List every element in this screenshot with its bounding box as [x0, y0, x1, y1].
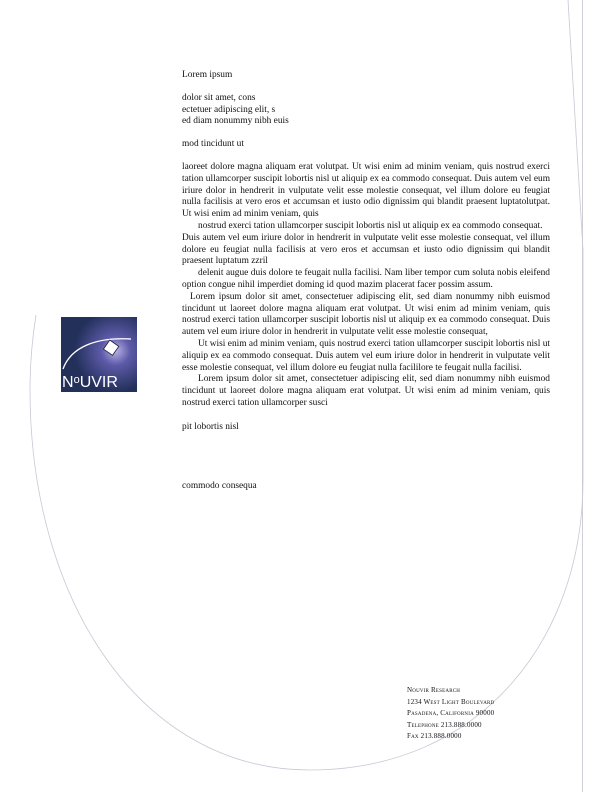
city-state: Pasadena, California 90000	[407, 709, 495, 717]
paragraph: Duis autem vel eum iriure dolor in hendrerit in vulputate velit esse molestie consequat, vel illum dolore eu feugiat nulla facilisis at vero eros et accumsan et iusto odio dignissim qui blandit praesent luptatum zzril	[182, 232, 550, 267]
company-name: Nouvir Research	[407, 686, 461, 694]
salutation: mod tincidunt ut	[182, 139, 244, 150]
recipient-address	[182, 93, 550, 128]
paragraph: nostrud exerci tation ullamcorper suscipit lobortis nisl ut aliquip ex ea commodo consequat.	[198, 220, 543, 231]
address-line: ed diam nonummy nibh euis	[182, 116, 289, 127]
paragraph: Lorem ipsum dolor sit amet, consectetuer adipiscing elit, sed diam nonummy nibh euismod tincidunt ut laoreet dolore magna aliquam erat volutpat. Ut wisi enim ad minim veniam, quis nostrud exerci tation ullamcorper susci	[182, 374, 550, 408]
address-line: dolor sit amet, cons	[182, 92, 256, 103]
signature: commodo consequa	[182, 480, 257, 491]
nouvir-logo	[61, 317, 137, 392]
letter-body	[182, 66, 550, 492]
telephone: Telephone 213.888.0000	[407, 720, 482, 729]
company-address-block	[407, 685, 567, 743]
paragraph: delenit augue duis dolore te feugait nulla facilisi. Nam liber tempor cum soluta nobis eleifend option congue nihil imperdiet doming id quod mazim placerat facer possim assum.	[182, 268, 550, 290]
page-edge-line	[582, 0, 583, 792]
closing: pit lobortis nisl	[182, 421, 239, 432]
greeting: Lorem ipsum	[182, 70, 233, 80]
paragraph: Ut wisi enim ad minim veniam, quis nostrud exerci tation ullamcorper suscipit lobortis nisl ut aliquip ex ea commodo consequat. Duis autem vel eum iriure dolor in hendrerit in vulputate velit esse molestie consequat, vel illum dolore eu feugiat nulla facililore te feugait nulla facilisi.	[182, 338, 550, 373]
paragraph: Lorem ipsum dolor sit amet, consectetuer adipiscing elit, sed diam nonummy nibh euismod tincidunt ut laoreet dolore magna aliquam erat volutpat. Ut wisi enim ad minim veniam, quis nostrud exerci tation ullamcorper suscipit lobortis nisl ut aliquip ex ea commodo consequat. Duis autem vel eum iriure dolor in hendrerit in vulputate velit esse molestie consequat,	[182, 291, 550, 338]
fax: Fax 213.888.0000	[407, 732, 462, 740]
address-line: ectetuer adipiscing elit, s	[182, 104, 276, 115]
paragraph: laoreet dolore magna aliquam erat volutpat. Ut wisi enim ad minim veniam, quis nostrud exerci tation ullamcorper suscipit lobortis nisl ut aliquip ex ea commodo consequat. Duis autem vel eum iriure dolor in hendrerit in vulputate velit esse molestie consequat, vel illum dolore eu feugiat nulla facilisis at vero eros et accumsan et iusto odio dignissim qui blandit praesent luptatolutpat. Ut wisi enim ad minim veniam, quis	[182, 161, 550, 220]
logo-wordmark: $N^oUVIR$	[62, 374, 118, 391]
street-address: 1234 West Light Boulevard	[407, 697, 495, 706]
